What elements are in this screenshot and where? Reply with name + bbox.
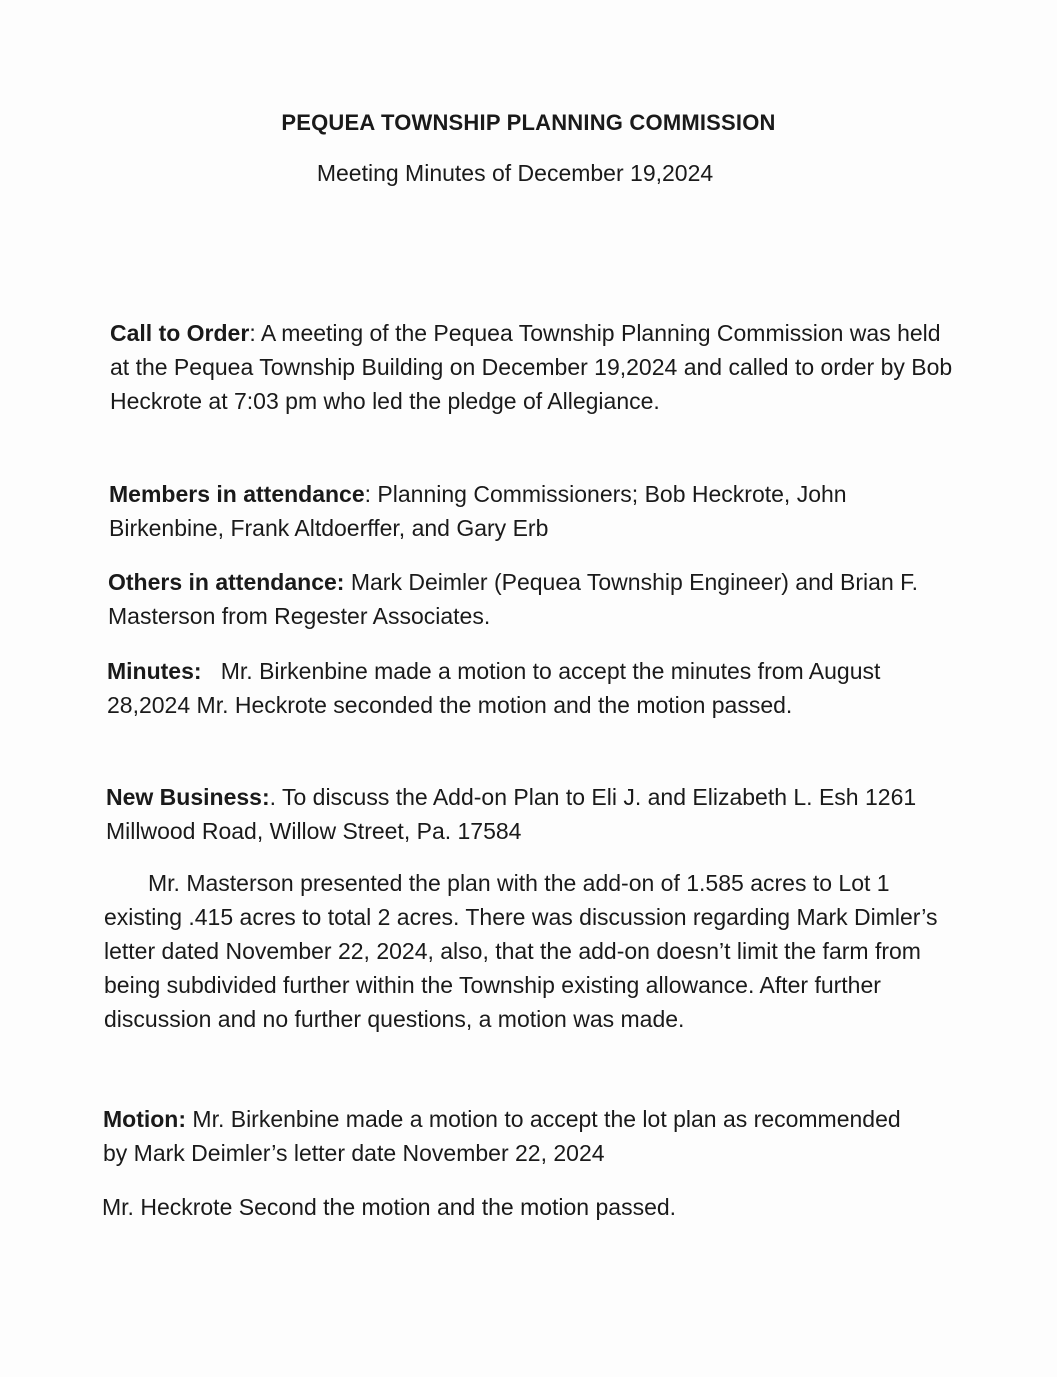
- others-label: Others in attendance:: [108, 569, 345, 595]
- minutes-text: Mr. Birkenbine made a motion to accept the minutes from August 28,2024 Mr. Heckrote seconded the motion and the motion passed.: [107, 658, 887, 718]
- motion-label: Motion:: [103, 1106, 187, 1132]
- call-to-order-text: : A meeting of the Pequea Township Planning Commission was held at the Pequea Township Building on December 19,2024 and called to order by Bob Heckrote at 7:03 pm who led the pledge of Allegiance.: [110, 320, 953, 414]
- others-text: Mark Deimler (Pequea Township Engineer) and Brian F. Masterson from Regester Associates.: [108, 569, 919, 629]
- others-paragraph: [108, 565, 948, 633]
- call-to-order-label: Call to Order: [110, 320, 250, 346]
- call-to-order-paragraph: [110, 316, 960, 418]
- members-paragraph: [109, 477, 949, 545]
- members-text: : Planning Commissioners; Bob Heckrote, John Birkenbine, Frank Altdoerffer, and Gary Erb: [109, 481, 847, 541]
- minutes-paragraph: [107, 654, 937, 722]
- minutes-label: Minutes:: [107, 658, 202, 684]
- second-paragraph: Mr. Heckrote Second the motion and the motion passed.: [102, 1194, 677, 1220]
- new-business-text: . To discuss the Add-on Plan to Eli J. and Elizabeth L. Esh 1261 Millwood Road, Willow Street, Pa. 17584: [106, 784, 917, 844]
- members-label: Members in attendance: [109, 481, 365, 507]
- discussion-paragraph: Mr. Masterson presented the plan with the add-on of 1.585 acres to Lot 1 existing .415 acres to total 2 acres. There was discussion regarding Mark Dimler’s letter dated November 22, 2024, also, that the add-on doesn’t limit the farm from being subdivided further within the Township existing allowance. After further discussion and no further questions, a motion was made.: [104, 870, 938, 1032]
- document-title: PEQUEA TOWNSHIP PLANNING COMMISSION: [281, 110, 776, 135]
- motion-text: Mr. Birkenbine made a motion to accept the lot plan as recommended by Mark Deimler’s letter date November 22, 2024: [103, 1106, 901, 1166]
- motion-paragraph: [103, 1102, 923, 1170]
- new-business-label: New Business:: [106, 784, 270, 810]
- document-subtitle: Meeting Minutes of December 19,2024: [316, 160, 714, 186]
- new-business-paragraph: [106, 780, 956, 848]
